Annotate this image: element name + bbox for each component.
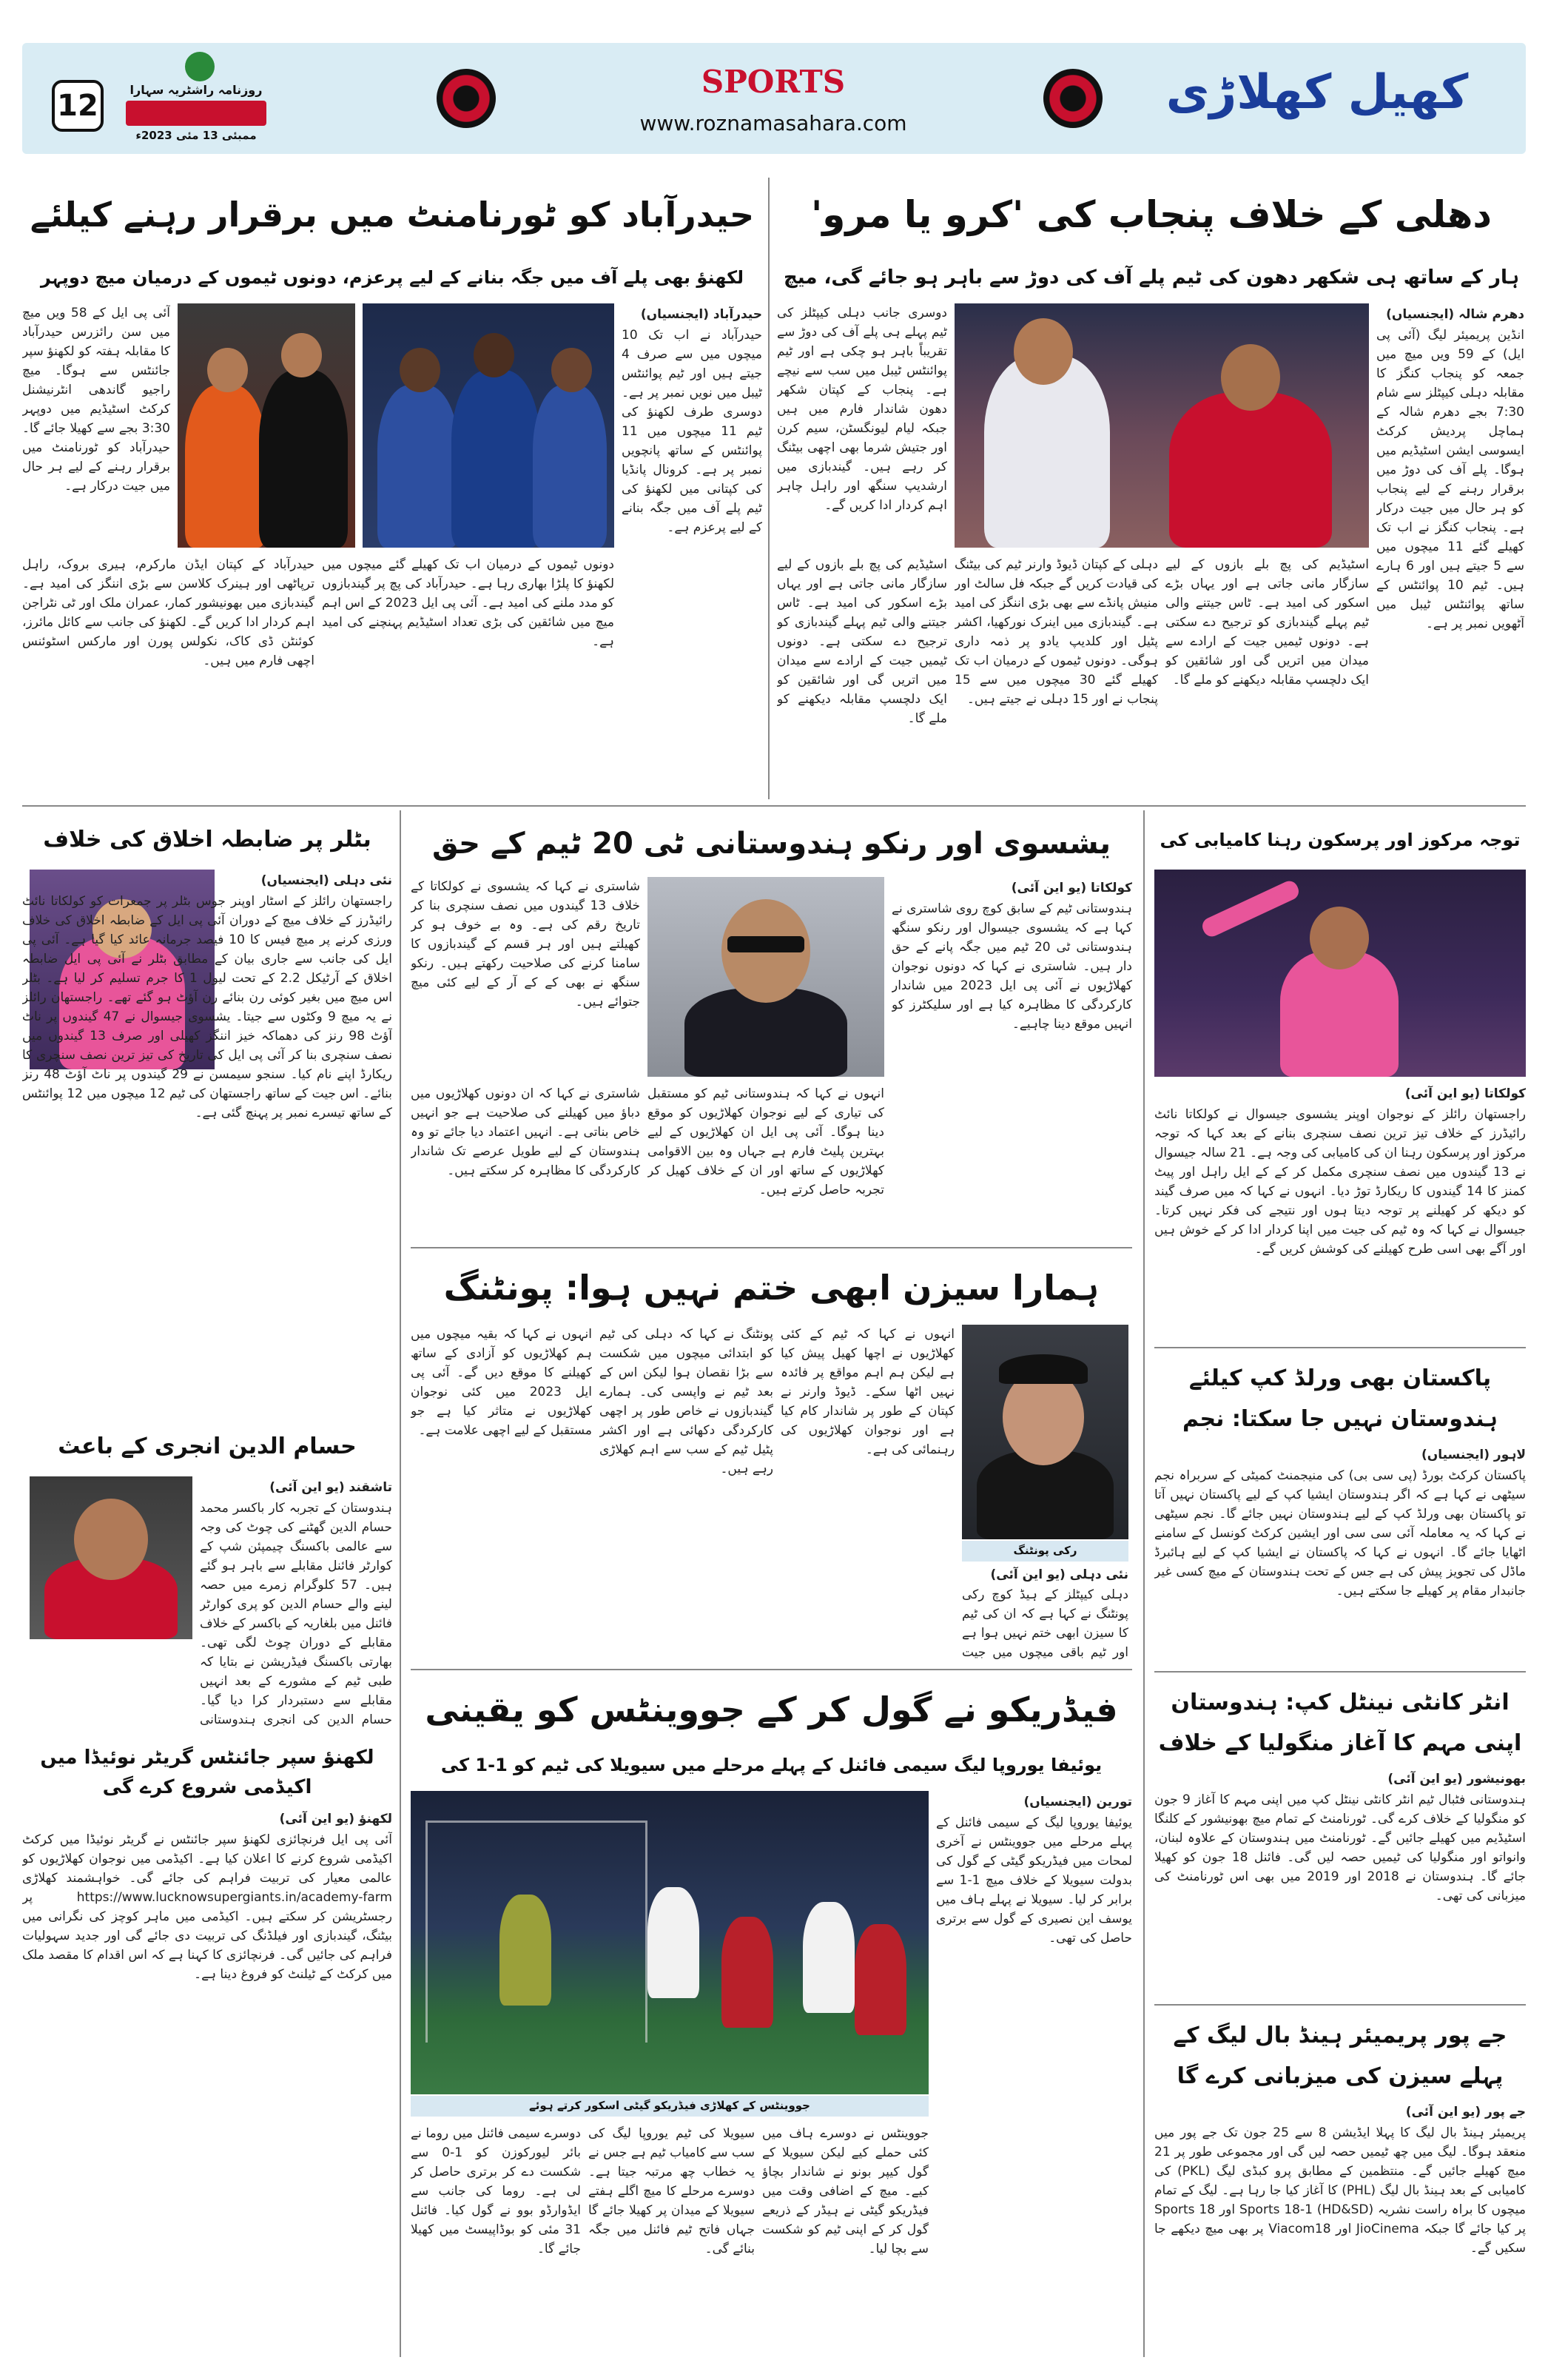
paper-logo bbox=[118, 52, 274, 148]
article-buttler-fine bbox=[22, 810, 392, 1417]
col-1: آئی پی ایل کے 58 ویں میچ میں سن رائزرس حیدرآباد کا مقابلہ ہفتہ کو لکھنؤ سپر جائنٹس سے ہوگا۔ میچ راجیو گاندھی انٹرنیشنل کرکٹ اسٹیڈیم میں دوپہر 3:30 بجے سے کھیلا جائے گا۔ حیدرآباد کو ٹورنامنٹ میں برقرار رہنے کے لیے ہر حال میں جیت درکار ہے۔ bbox=[22, 306, 170, 494]
ponting-photo bbox=[962, 1325, 1128, 1539]
headline: ہمارا سیزن ابھی ختم نہیں ہوا: پونٹنگ bbox=[443, 1268, 1100, 1308]
page-number-text: 12 bbox=[57, 89, 98, 123]
player-photo bbox=[955, 303, 1369, 548]
headline: انٹر کانٹی نینٹل کپ: ہندوستان اپنی مہم کا آغاز منگولیا کے خلاف bbox=[1158, 1690, 1522, 1756]
dateline: جے پور (یو این آئی) bbox=[1405, 2105, 1526, 2120]
col-4: اسٹیڈیم کی پچ بلے بازوں کے لیے سازگار مانی جاتی ہے اور یہاں بڑے اسکور کی امید ہے۔ ٹاس جیتنے والی ٹیم پہلے گیندبازی کو ترجیح دے سکتی ہے۔ دونوں ٹیمیں جیت کے ارادے سے میدان میں اتریں گی اور شائقین کو ایک دلچسپ مقابلہ دیکھنے کو ملے گا۔ bbox=[1165, 557, 1369, 688]
headline: فیڈریکو نے گول کر کے جووینٹس کو یقینی bbox=[425, 1690, 1118, 1729]
divider bbox=[1154, 1671, 1526, 1673]
subhead: یوئیفا یوروپا لیگ سیمی فائنل کے پہلے مرحلے میں سیویلا کی ٹیم کو 1-1 کی bbox=[440, 1755, 1103, 1775]
section-title-ur: کھیل کھلاڑی bbox=[1165, 65, 1469, 120]
dateline: کولکاتا (یو این آئی) bbox=[1011, 881, 1132, 895]
yashasvi-photo bbox=[1154, 870, 1526, 1077]
photo-caption: جووینٹس کے کھلاڑی فیڈریکو گیٹی اسکور کرتے ہوئے bbox=[411, 2096, 929, 2117]
col-1: یوئیفا یوروپا لیگ کے سیمی فائنل کے پہلے مرحلے میں جووینٹس نے آخری لمحات میں فیڈریکو گیٹی کے گول کی بدولت سیویلا کے خلاف میچ 1-1 سے برابر کر لیا۔ سیویلا نے پہلے ہاف میں یوسف این نصیری کے گول سے برتری حاصل کی تھی۔ bbox=[936, 1815, 1132, 1946]
body: ہندوستانی فٹبال ٹیم انٹر کانٹی نینٹل کپ میں اپنی مہم کا آغاز 9 جون کو منگولیا کے خلاف کرے گی۔ ٹورنامنٹ کے تمام میچ بھونیشور کے کلنگا اسٹیڈیم میں کھیلے جائیں گے۔ ٹورنامنٹ میں ہندوستان کے علاوہ لبنان، وانواتو اور منگولیا کی ٹیمیں حصہ لیں گی۔ فائنل 18 جون کو کھیلا جائے گا۔ ہندوستان نے 2018 اور 2019 میں بھی اس ٹورنامنٹ کی میزبانی کی تھی۔ bbox=[1154, 1792, 1526, 1903]
photo-caption: رکی پونٹنگ bbox=[962, 1541, 1128, 1562]
body: آئی پی ایل فرنچائزی لکھنؤ سپر جائنٹس نے گریٹر نوئیڈا میں کرکٹ اکیڈمی شروع کرنے کا اعلان کیا ہے۔ اکیڈمی میں نوجوان کھلاڑیوں کو عالمی معیار کی تربیت فراہم کی جائے گی۔ خواہشمند کھلاڑی https://www.lucknowsupergiants.in/academy-farm پر رجسٹریشن کر سکتے ہیں۔ اکیڈمی میں ماہر کوچز کی نگرانی میں بیٹنگ، گیندبازی اور فیلڈنگ کی تربیت دی جائے گی اور جدید سہولیات فراہم کی جائیں گی۔ فرنچائزی کا کہنا ہے کہ اس اقدام کا مقصد ملک میں کرکٹ کے ٹیلنٹ کو فروغ دینا ہے۔ bbox=[22, 1832, 392, 1982]
headline: جے پور پریمیئر ہینڈ بال لیگ کے پہلے سیزن کی میزبانی کرے گا bbox=[1173, 2023, 1507, 2089]
article-najam-sethi bbox=[1154, 1351, 1526, 1669]
headline: حسام الدین انجری کے باعث bbox=[58, 1433, 357, 1459]
col-4: دونوں ٹیموں کے درمیان اب تک کھیلے گئے میچوں میں لکھنؤ کا پلڑا بھاری رہا ہے۔ حیدرآباد کی پچ پر گیندبازوں کو مدد ملنے کی امید ہے۔ آئی پی ایل 2023 کے اس اہم میچ میں شائقین کی بڑی تعداد اسٹیڈیم پہنچنے کی امید ہے۔ bbox=[322, 557, 614, 649]
col-4: شاستری نے کہا کہ ان دونوں کھلاڑیوں میں دباؤ میں کھیلنے کی صلاحیت ہے جو انہیں خاص بناتی ہے۔ انہیں اعتماد دیا جائے تو وہ ہندوستان کے لیے طویل عرصے تک شاندار کارکردگی کا مظاہرہ کر سکتے ہیں۔ bbox=[411, 1086, 640, 1178]
dateline: کولکاتا (یو این آئی) bbox=[1404, 1086, 1526, 1101]
divider bbox=[411, 1247, 1132, 1248]
body: ہندوستان کے تجربہ کار باکسر محمد حسام الدین گھٹنے کی چوٹ کی وجہ سے عالمی باکسنگ چیمپئن شپ کے کوارٹر فائنل مقابلے سے باہر ہو گئے ہیں۔ 57 کلوگرام زمرے میں حصہ لینے والے حسام الدین کو پری کوارٹر فائنل میں بلغاریہ کے باکسر کے خلاف مقابلے کے دوران چوٹ لگی تھی۔ بھارتی باکسنگ فیڈریشن نے بتایا کہ طبی ٹیم کے مشورے کے بعد انہیں مقابلے سے دستبردار کرا دیا گیا۔ حسام الدین کی انجری ہندوستانی bbox=[200, 1501, 392, 1727]
section-title-en: SPORTS bbox=[701, 64, 846, 100]
col-2: حیدرآباد نے اب تک 10 میچوں میں سے صرف 4 جیتے ہیں اور ٹیم پوائنٹس ٹیبل میں نویں نمبر پر ہے۔ دوسری طرف لکھنؤ کی ٹیم 11 میچوں میں 11 پوائنٹس کے ساتھ پانچویں نمبر پر ہے۔ کرونال پانڈیا کی کپتانی میں لکھنؤ کی ٹیم پلے آف میں جگہ بنانے کے لیے پرعزم ہے۔ bbox=[622, 328, 762, 535]
logo-emblem-icon bbox=[185, 52, 215, 81]
website-url[interactable]: www.roznamasahara.com bbox=[639, 111, 907, 135]
article-lsg-academy bbox=[22, 1743, 392, 2357]
divider bbox=[1154, 1347, 1526, 1348]
dateline: نئی دہلی (ایجنسیاں) bbox=[260, 873, 392, 888]
dateline: تورین (ایجنسیاں) bbox=[1023, 1795, 1132, 1809]
football-photo bbox=[411, 1791, 929, 2094]
right-emblem-icon bbox=[1043, 69, 1103, 128]
body: پریمیئر ہینڈ بال لیگ کا پہلا ایڈیشن 8 سے 25 جون تک جے پور میں منعقد ہوگا۔ لیگ میں چھ ٹیمیں حصہ لیں گی اور مجموعی طور پر 21 میچ کھیلے جائیں گے۔ منتظمین کے مطابق پرو کبڈی لیگ (PKL) کی کامیابی کے بعد ہینڈ بال لیگ (PHL) کا آغاز کیا جا رہا ہے۔ لیگ کے تمام میچوں کا براہ راست نشریہ Sports 18-1 (HD&SD) اور Sports 18 پر کیا جائے گا جبکہ JioCinema اور Viacom18 پر بھی میچ دیکھے جا سکیں گے۔ bbox=[1154, 2125, 1526, 2256]
subhead: لکھنؤ بھی پلے آف میں جگہ بنانے کے لیے پرعزم، دونوں ٹیموں کے درمیان میچ دوپہر bbox=[40, 267, 744, 288]
page-header bbox=[22, 43, 1526, 154]
article-intercontinental-cup bbox=[1154, 1675, 1526, 2000]
divider bbox=[1143, 810, 1145, 2357]
headline: توجہ مرکوز اور پرسکون رہنا کامیابی کی bbox=[1160, 830, 1521, 850]
col-3: سیویلا کی ٹیم یوروپا لیگ کی سب سے کامیاب ٹیم ہے جس نے یہ خطاب چھ مرتبہ جیتا ہے۔ دوسرے مرحلے کا میچ اگلے ہفتے سیویلا کے میدان پر کھیلا جائے گا جہاں فاتح ٹیم فائنل میں جگہ بنائے گی۔ bbox=[588, 2126, 755, 2256]
col-2: شاستری نے کہا کہ یشسوی نے کولکاتا کے خلاف 13 گیندوں میں نصف سنچری بنا کر تاریخ رقم کی ہے۔ وہ بے خوف ہو کر کھیلتے ہیں اور ہر قسم کے گیندبازوں کا سامنا کرنے کی صلاحیت رکھتے ہیں۔ رنکو سنگھ نے بھی کے کے آر کے لیے کئی میچ جتوائے ہیں۔ bbox=[411, 879, 640, 1009]
col-1: انڈین پریمیئر لیگ (آئی پی ایل) کے 59 ویں میچ میں جمعہ کو پنجاب کنگز کا مقابلہ دہلی کیپٹلز سے شام 7:30 بجے دھرم شالہ کے ہماچل پردیش کرکٹ ایسوسی ایشن اسٹیڈیم میں ہوگا۔ پلے آف کی دوڑ میں برقرار رہنے کے لیے پنجاب کو ہر حال میں جیت درکار ہے۔ پنجاب کنگز نے اب تک کھیلے گئے 11 میچوں میں سے 5 جیتے ہیں اور 6 ہارے ہیں۔ ٹیم 10 پوائنٹس کے ساتھ پوائنٹس ٹیبل میں آٹھویں نمبر پر ہے۔ bbox=[1376, 328, 1524, 631]
col-5: اسٹیڈیم کی پچ بلے بازوں کے لیے سازگار مانی جاتی ہے اور یہاں بڑے اسکور کی امید ہے۔ ٹاس جیتنے والی ٹیم پہلے گیندبازی کو ترجیح دے سکتی ہے۔ دونوں ٹیمیں جیت کے ارادے سے میدان میں اتریں گی اور شائقین کو ایک دلچسپ مقابلہ دیکھنے کو ملے گا۔ bbox=[777, 557, 947, 726]
issue-date: ممبئی 13 مئی 2023ء bbox=[135, 129, 257, 142]
left-emblem-icon bbox=[437, 69, 496, 128]
dateline: لکھنؤ (یو این آئی) bbox=[279, 1812, 392, 1826]
col-3: انہوں نے کہا کہ ہندوستانی ٹیم کو مستقبل کی تیاری کے لیے نوجوان کھلاڑیوں کو موقع دینا ہوگا۔ آئی پی ایل ان کھلاڑیوں کے لیے بہترین پلیٹ فارم ہے جہاں وہ بین الاقوامی کھلاڑیوں کے ساتھ اور ان کے خلاف کھیل کر تجربہ حاصل کرتے ہیں۔ bbox=[647, 1086, 884, 1197]
col-4: انہوں نے کہا کہ بقیہ میچوں میں ہم کھلاڑیوں کو آزادی کے ساتھ کھیلنے کا موقع دیں گے۔ آئی پی ایل 2023 میں کئی نوجوان کھلاڑیوں نے متاثر کیا ہے جو مستقبل کے لیے اچھی علامت ہے۔ bbox=[411, 1327, 592, 1438]
logo-wordmark bbox=[126, 101, 266, 126]
headline: حیدرآباد کو ٹورنامنٹ میں برقرار رہنے کیلئے bbox=[30, 195, 755, 235]
headline: دھلی کے خلاف پنجاب کی 'کرو یا مرو' bbox=[810, 193, 1493, 236]
body: راجستھان رائلز کے نوجوان اوپنر یشسوی جیسوال نے کولکاتا نائٹ رائیڈرز کے خلاف تیز ترین نصف سنچری بنانے کے بعد کہا کہ توجہ مرکوز اور پرسکون رہنا ان کی کامیابی کی وجہ ہے۔ 21 سالہ جیسوال نے 13 گیندوں میں نصف سنچری مکمل کر کے کے ایل راہل اور پیٹ کمنز کا 14 گیندوں کا ریکارڈ توڑ دیا۔ انہوں نے کہا کہ میں صرف گیند کو دیکھ کر کھیلنے پر توجہ دیتا ہوں اور نتیجے کی فکر نہیں کرتا۔ جیسوال نے کہا کہ وہ ٹیم کی جیت میں اپنا کردار ادا کر کے خوش ہیں اور آگے بھی اسی طرح کھیلنے کی کوشش کریں گے۔ bbox=[1154, 1107, 1526, 1257]
body: راجستھان رائلز کے اسٹار اوپنر جوس بٹلر پر جمعرات کو کولکاتا نائٹ رائیڈرز کے خلاف میچ کے دوران آئی پی ایل کے ضابطہ اخلاق کی خلاف ورزی کرنے پر میچ فیس کا 10 فیصد جرمانہ عائد کیا گیا ہے۔ آئی پی ایل کی جانب سے جاری بیان کے مطابق بٹلر نے آئی پی ایل ضابطہ اخلاق کے آرٹیکل 2.2 کے تحت لیول 1 کا جرم تسلیم کر لیا ہے۔ بٹلر اس میچ میں بغیر کوئی رن بنائے رن آؤٹ ہو گئے تھے۔ راجستھان رائلز نے یہ میچ 9 وکٹوں سے جیتا۔ یشسوی جیسوال نے 47 گیندوں پر ناٹ آؤٹ 98 رنز کی دھماکہ خیز اننگز کھیلی اور صرف 13 گیندوں میں نصف سنچری بنا کر آئی پی ایل کی تاریخ کی تیز ترین نصف سنچری کا ریکارڈ اپنے نام کیا۔ سنجو سیمسن نے 29 گیندوں پر ناٹ آؤٹ 48 رنز بنائے۔ اس جیت کے ساتھ راجستھان کی ٹیم 12 میچوں میں 12 پوائنٹس کے ساتھ تیسرے نمبر پر پہنچ گئی ہے۔ bbox=[22, 894, 392, 1120]
col-3: حیدرآباد کے کپتان ایڈن مارکرم، ہیری بروک، راہل ترپاٹھی اور ہینرک کلاسن سے بڑی اننگز کی امید ہے۔ گیندبازی میں بھونیشور کمار، عمران ملک اور ٹی نٹراجن اہم کردار ادا کریں گے۔ لکھنؤ کی جانب سے کائل مائرز، کوئنٹن ڈی کاک، نکولس پورن اور مارکس اسٹوئنس اچھی فارم میں ہیں۔ bbox=[22, 557, 314, 668]
col-4: دوسرے سیمی فائنل میں روما نے بائر لیورکوزن کو 1-0 سے شکست دے کر برتری حاصل کر لی ہے۔ روما کی جانب سے ایڈوارڈو بوو نے گول کیا۔ فائنل 31 مئی کو بوڈاپیسٹ میں کھیلا جائے گا۔ bbox=[411, 2126, 581, 2256]
col-2: دوسری جانب دہلی کیپٹلز کی ٹیم پہلے ہی پلے آف کی دوڑ سے تقریباً باہر ہو چکی ہے اور ٹیم پوائنٹس ٹیبل میں سب سے نیچے ہے۔ پنجاب کے کپتان شکھر دھون شاندار فارم میں ہیں جبکہ لیام لیونگسٹن، سیم کرن اور جتیش شرما بھی اچھی بیٹنگ کر رہے ہیں۔ گیندبازی میں ارشدیپ سنگھ اور راہل چاہر اہم کردار ادا کریں گے۔ bbox=[777, 306, 947, 513]
subhead: ہار کے ساتھ ہی شکھر دھون کی ٹیم پلے آف کی دوڑ سے باہر ہو جائے گی، میچ bbox=[784, 266, 1519, 289]
divider bbox=[1154, 2004, 1526, 2006]
body: پاکستان کرکٹ بورڈ (پی سی بی) کی منیجمنٹ کمیٹی کے سربراہ نجم سیٹھی نے کہا ہے کہ اگر ہندوستان ایشیا کپ کے لیے پاکستان نہیں آتا تو پاکستان بھی ورلڈ کپ کے لیے ہندوستان نہیں جائے گا۔ نجم سیٹھی نے کہا کہ یہ معاملہ آئی سی سی اور ایشین کرکٹ کونسل کے سامنے اٹھایا جائے گا۔ انہوں نے کہا کہ پاکستان نے ایشیا کپ کے لیے ہائبرڈ ماڈل کی تجویز پیش کی ہے جس کے تحت ہندوستان کے میچ کسی غیر جانبدار مقام پر کھیلے جا سکتے ہیں۔ bbox=[1154, 1468, 1526, 1599]
team-photo-lsg bbox=[363, 303, 614, 548]
col-1: دہلی کیپٹلز کے ہیڈ کوچ رکی پونٹنگ نے کہا ہے کہ ان کی ٹیم کا سیزن ابھی ختم نہیں ہوا ہے اور ٹیم باقی میچوں میں جیت bbox=[962, 1587, 1128, 1659]
dateline: دھرم شالہ (ایجنسیاں) bbox=[1386, 307, 1524, 322]
article-hyderabad-lucknow bbox=[22, 178, 762, 799]
shastri-photo bbox=[647, 877, 884, 1077]
col-2: جووینٹس نے دوسرے ہاف میں کئی حملے کیے لیکن سیویلا کے گول کیپر بونو نے شاندار بچاؤ کیے۔ میچ کے اضافی وقت میں فیڈریکو گیٹی نے ہیڈر کے ذریعے گول کر کے اپنی ٹیم کو شکست سے بچا لیا۔ bbox=[762, 2126, 929, 2256]
dateline: تاشقند (یو این آئی) bbox=[269, 1480, 392, 1495]
headline: لکھنؤ سپر جائنٹس گریٹر نوئیڈا میں اکیڈمی شروع کرے گی bbox=[40, 1747, 374, 1798]
article-hussamuddin bbox=[22, 1425, 392, 1735]
divider bbox=[411, 1669, 1132, 1670]
dateline: نئی دہلی (یو این آئی) bbox=[990, 1567, 1128, 1582]
dateline: بھونیشور (یو این آئی) bbox=[1387, 1772, 1526, 1786]
article-juventus-sevilla bbox=[411, 1673, 1132, 2357]
headline: یشسوی اور رنکو ہندوستانی ٹی 20 ٹیم کے حق bbox=[432, 827, 1111, 861]
article-delhi-punjab bbox=[777, 178, 1526, 799]
article-ponting bbox=[411, 1251, 1132, 1665]
divider bbox=[768, 178, 770, 799]
paper-name: روزنامہ راشٹریہ سہارا bbox=[129, 83, 263, 97]
col-2: انہوں نے کہا کہ ٹیم کے کئی کھلاڑیوں نے اچھا کھیل پیش کیا ہے لیکن ہم اہم مواقع پر فائدہ نہیں اٹھا سکے۔ ڈیوڈ وارنر نے کپتان کے طور پر شاندار کام کیا ہے اور نوجوان کھلاڑیوں کی رہنمائی کی ہے۔ bbox=[781, 1327, 955, 1457]
article-handball-league bbox=[1154, 2008, 1526, 2357]
dateline: حیدرآباد (ایجنسیاں) bbox=[640, 307, 762, 322]
boxer-photo bbox=[30, 1476, 192, 1639]
divider bbox=[22, 805, 1526, 807]
article-yashasvi bbox=[1154, 810, 1526, 1343]
col-3: دہلی کے کپتان ڈیوڈ وارنر ٹیم کی بیٹنگ کی قیادت کریں گے جبکہ فل سالٹ اور منیش پانڈے سے بھی بڑی اننگز کی امید ہے۔ گیندبازی میں اینرک نورکھیا، اکشر پٹیل اور کلدیپ یادو پر ذمہ داری ہوگی۔ دونوں ٹیموں کے درمیان اب تک کھیلے گئے 30 میچوں میں سے 15 پنجاب نے اور 15 دہلی نے جیتے ہیں۔ bbox=[955, 557, 1158, 707]
col-1: ہندوستانی ٹیم کے سابق کوچ روی شاستری نے کہا ہے کہ یشسوی جیسوال اور رنکو سنگھ ہندوستانی ٹی 20 ٹیم میں جگہ پانے کے حق دار ہیں۔ شاستری نے کہا کہ دونوں نوجوان کھلاڑیوں نے آئی پی ایل 2023 میں شاندار کارکردگی کا مظاہرہ کیا ہے اور سلیکٹرز کو انہیں موقع دینا چاہیے۔ bbox=[892, 901, 1132, 1032]
divider bbox=[400, 810, 401, 2357]
col-3: پونٹنگ نے کہا کہ دہلی کی ٹیم کو ابتدائی میچوں میں شکست سے بڑا نقصان ہوا لیکن اس کے بعد ٹیم نے واپسی کی۔ ہمارے گیندبازوں نے خاص طور پر اچھی کارکردگی دکھائی ہے اور اکشر پٹیل ٹیم کے سب سے اہم کھلاڑی رہے ہیں۔ bbox=[599, 1327, 773, 1476]
dateline: لاہور (ایجنسیاں) bbox=[1421, 1448, 1526, 1462]
article-shastri bbox=[411, 810, 1132, 1243]
headline: بٹلر پر ضابطہ اخلاق کی خلاف bbox=[43, 827, 371, 853]
headline: پاکستان بھی ورلڈ کپ کیلئے ہندوستان نہیں جا سکتا: نجم bbox=[1182, 1365, 1498, 1432]
team-photo-srh bbox=[178, 303, 355, 548]
